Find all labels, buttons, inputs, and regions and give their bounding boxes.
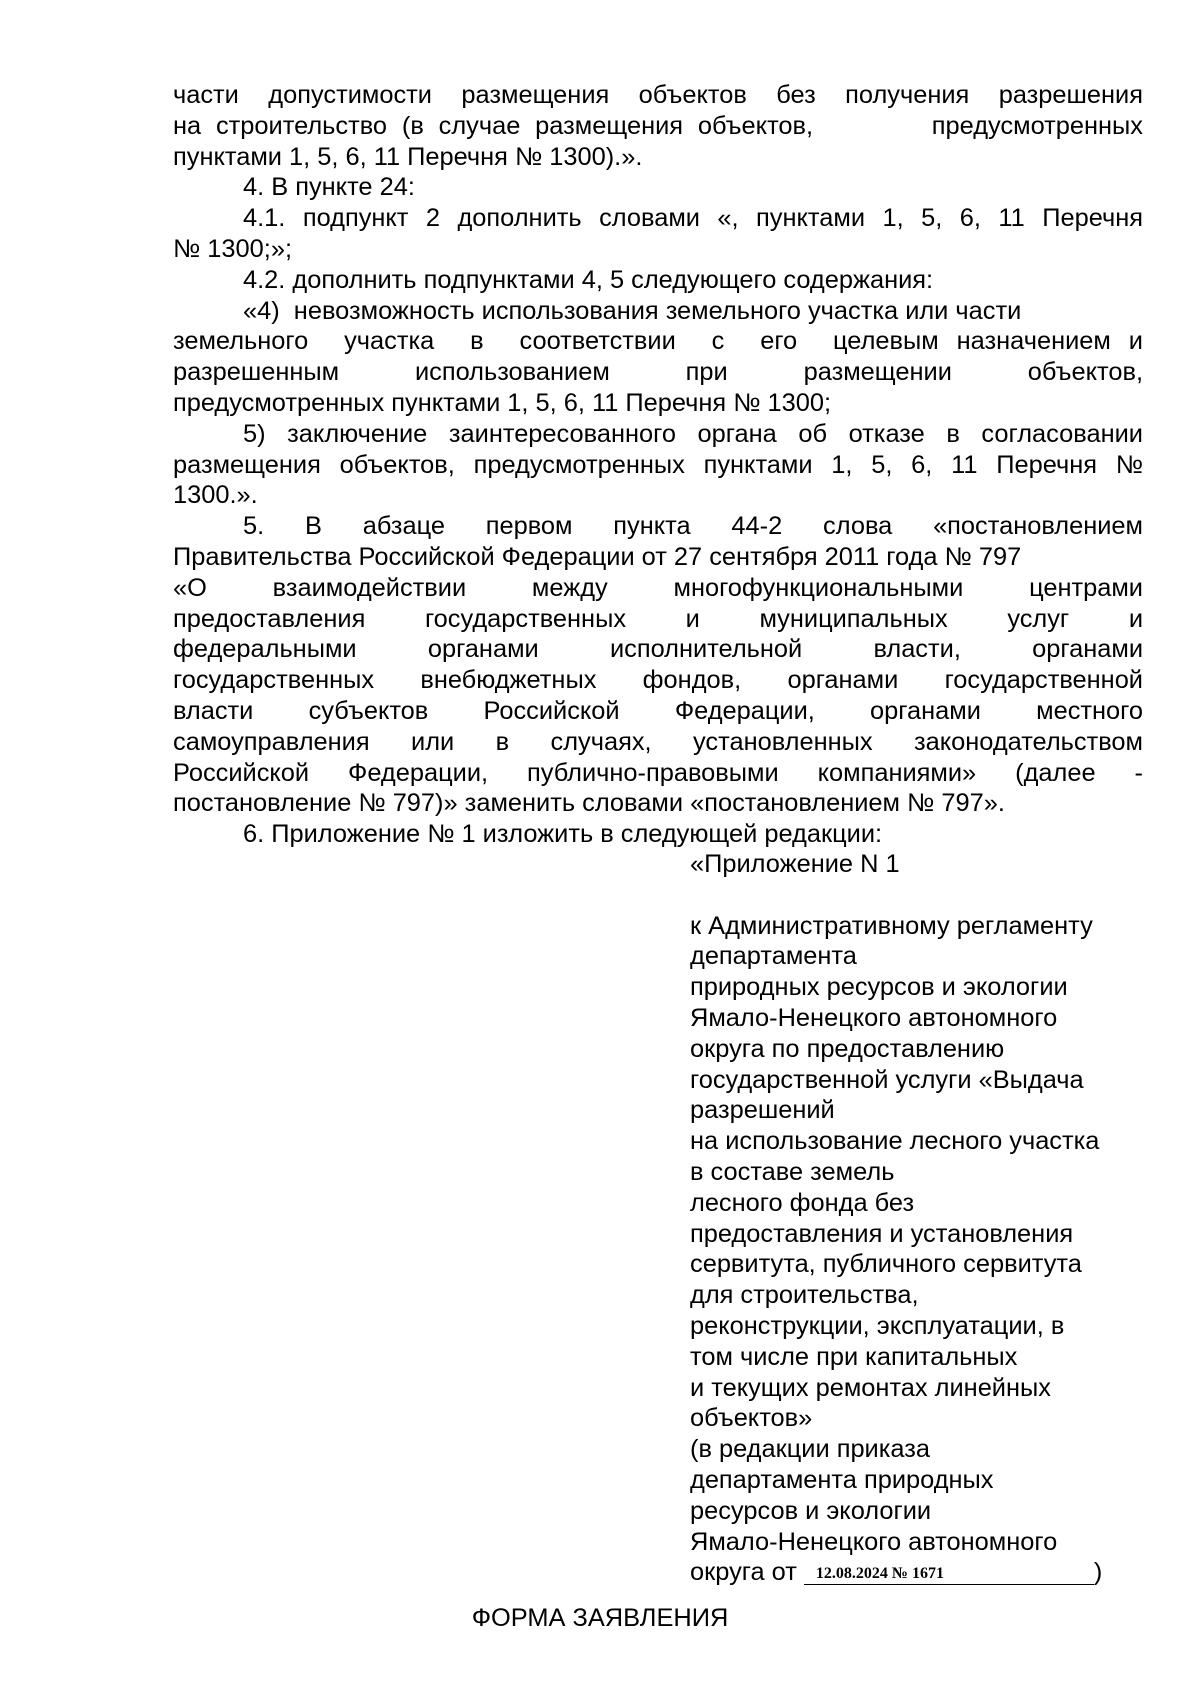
appendix-line: разрешений xyxy=(690,1096,835,1125)
paragraph-line: № 1300;»; xyxy=(173,234,293,263)
paragraph-line: Российской Федерации, публично-правовыми компаниями» (далее - xyxy=(173,758,1143,787)
appendix-line: предоставления и установления xyxy=(690,1219,1074,1248)
appendix-date-line xyxy=(690,1557,1160,1588)
form-title: ФОРМА ЗАЯВЛЕНИЯ xyxy=(471,1604,729,1632)
appendix-line: лесного фонда без xyxy=(690,1188,915,1217)
paragraph-line: размещения объектов, предусмотренных пунктами 1, 5, 6, 11 Перечня № xyxy=(173,450,1143,479)
paragraph-line: федеральными органами исполнительной власти, органами xyxy=(173,635,1143,664)
appendix-line: департамента природных xyxy=(690,1465,994,1494)
paragraph-line: «4) невозможность использования земельного участка или части xyxy=(243,296,1022,325)
appendix-line: ресурсов и экологии xyxy=(690,1496,932,1525)
appendix-line: к Административному регламенту xyxy=(690,911,1093,940)
appendix-date-suffix: ) xyxy=(1093,1558,1103,1587)
appendix-date-prefix: округа от xyxy=(690,1558,797,1587)
appendix-line: реконструкции, эксплуатации, в xyxy=(690,1311,1065,1340)
appendix-header xyxy=(690,849,1160,1588)
paragraph-item-4: 4. В пункте 24: xyxy=(243,173,415,202)
paragraph-item-6: 6. Приложение № 1 изложить в следующей редакции: xyxy=(243,820,883,849)
paragraph-line: самоуправления или в случаях, установленных законодательством xyxy=(173,727,1143,756)
paragraph-line: постановление № 797)» заменить словами «постановлением № 797». xyxy=(173,789,1005,818)
appendix-line: в составе земель xyxy=(690,1157,895,1186)
appendix-line: департамента xyxy=(690,942,857,971)
appendix-line: Ямало-Ненецкого автономного xyxy=(690,1003,1058,1032)
appendix-line: для строительства, xyxy=(690,1281,919,1310)
document-body xyxy=(173,80,1143,850)
paragraph-line: части допустимости размещения объектов без получения разрешения xyxy=(173,81,1143,109)
appendix-line: объектов» xyxy=(690,1404,813,1433)
order-date-number-field: 12.08.2024 № 1671 xyxy=(804,1564,1094,1585)
paragraph-line: пунктами 1, 5, 6, 11 Перечня № 1300).». xyxy=(173,142,643,171)
appendix-line: государственной услуги «Выдача xyxy=(690,1065,1084,1094)
paragraph-line: земельного участка в соответствии с его целевым назначением и xyxy=(173,327,1143,356)
appendix-line: Ямало-Ненецкого автономного xyxy=(690,1527,1058,1556)
appendix-line: сервитута, публичного сервитута xyxy=(690,1250,1082,1279)
appendix-line: том числе при капитальных xyxy=(690,1342,1018,1371)
paragraph-line: государственных внебюджетных фондов, органами государственной xyxy=(173,666,1143,695)
appendix-line: (в редакции приказа xyxy=(690,1435,931,1464)
paragraph-line: 4.1. подпункт 2 дополнить словами «, пунктами 1, 5, 6, 11 Перечня xyxy=(243,204,1143,233)
paragraph-line: «О взаимодействии между многофункциональными центрами xyxy=(173,573,1143,602)
paragraph-line: Правительства Российской Федерации от 27 сентября 2011 года № 797 xyxy=(173,542,1022,571)
appendix-line: на использование лесного участка xyxy=(690,1127,1100,1156)
paragraph-line: 1300.». xyxy=(173,481,258,510)
appendix-line: и текущих ремонтах линейных xyxy=(690,1373,1051,1402)
paragraph-line: разрешенным использованием при размещении объектов, xyxy=(173,358,1143,387)
paragraph-line: на строительство (в случае размещения объектов, предусмотренных xyxy=(173,111,1143,140)
appendix-line: округа по предоставлению xyxy=(690,1034,1005,1063)
paragraph-line: предусмотренных пунктами 1, 5, 6, 11 Перечня № 1300; xyxy=(173,388,832,417)
appendix-title: «Приложение N 1 xyxy=(690,850,900,878)
paragraph-line: 5. В абзаце первом пункта 44-2 слова «постановлением xyxy=(243,512,1143,541)
paragraph-line: предоставления государственных и муниципальных услуг и xyxy=(173,604,1143,633)
appendix-line: природных ресурсов и экологии xyxy=(690,973,1068,1002)
paragraph-line: власти субъектов Российской Федерации, органами местного xyxy=(173,696,1143,725)
paragraph-item-4-2: 4.2. дополнить подпунктами 4, 5 следующего содержания: xyxy=(243,265,934,294)
paragraph-line: 5) заключение заинтересованного органа об отказе в согласовании xyxy=(243,419,1143,448)
